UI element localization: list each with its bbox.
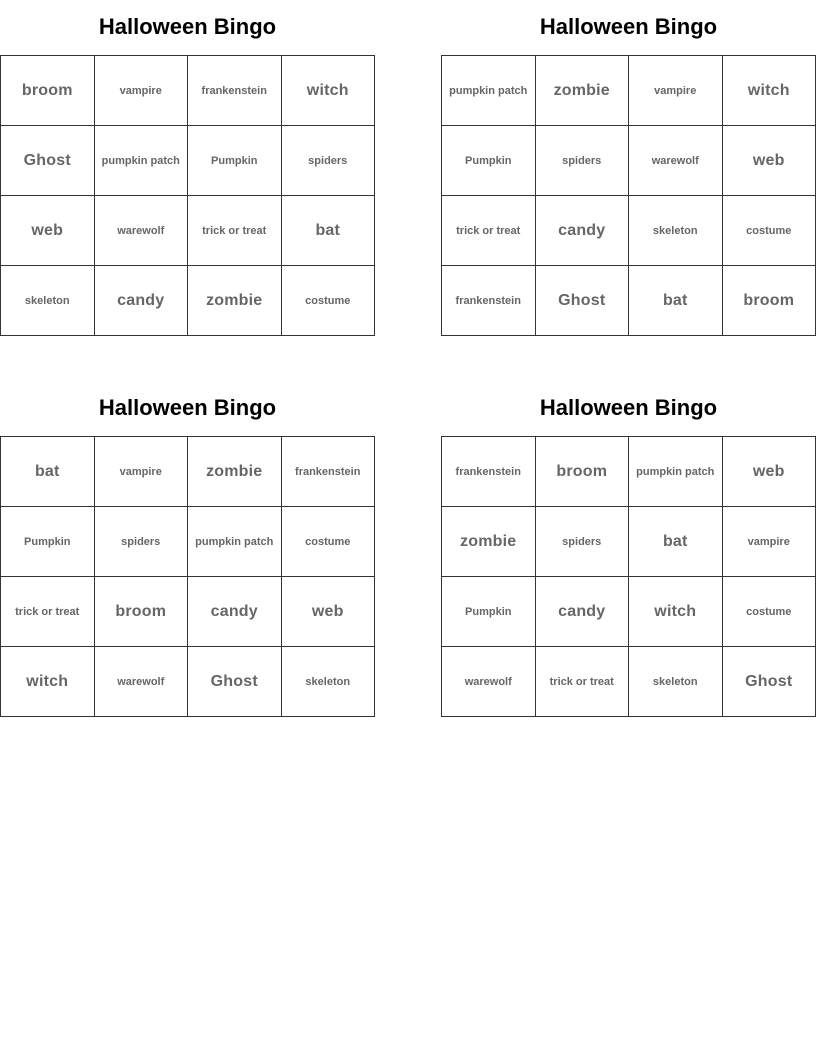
bingo-cell: web: [723, 126, 816, 196]
bingo-cell: skeleton: [282, 647, 376, 717]
bingo-cell: frankenstein: [282, 437, 376, 507]
bingo-cell: costume: [282, 266, 376, 336]
bingo-cell: witch: [1, 647, 95, 717]
card-title: Halloween Bingo: [98, 14, 277, 39]
card-title: Halloween Bingo: [539, 14, 718, 39]
bingo-cell: skeleton: [1, 266, 95, 336]
bingo-cell: costume: [723, 196, 816, 266]
bingo-cell: Pumpkin: [442, 577, 536, 647]
bingo-cell: trick or treat: [536, 647, 630, 717]
bingo-cell: frankenstein: [442, 437, 536, 507]
bingo-cell: zombie: [536, 56, 630, 126]
bingo-cell: vampire: [723, 507, 816, 577]
bingo-card: [0, 391, 375, 717]
bingo-cell: costume: [723, 577, 816, 647]
bingo-grid: [441, 436, 816, 717]
bingo-grid: [441, 55, 816, 336]
bingo-cell: vampire: [95, 56, 189, 126]
bingo-cell: zombie: [188, 266, 282, 336]
bingo-cell: vampire: [95, 437, 189, 507]
bingo-cell: bat: [282, 196, 376, 266]
bingo-cell: witch: [629, 577, 723, 647]
bingo-cell: trick or treat: [188, 196, 282, 266]
bingo-cell: broom: [95, 577, 189, 647]
bingo-cell: Ghost: [536, 266, 630, 336]
bingo-cell: witch: [282, 56, 376, 126]
bingo-cell: broom: [536, 437, 630, 507]
bingo-cell: candy: [536, 577, 630, 647]
bingo-cell: pumpkin patch: [442, 56, 536, 126]
bingo-cell: broom: [1, 56, 95, 126]
bingo-cell: candy: [95, 266, 189, 336]
bingo-cell: skeleton: [629, 196, 723, 266]
bingo-cell: costume: [282, 507, 376, 577]
bingo-card: [441, 10, 816, 336]
bingo-cell: frankenstein: [188, 56, 282, 126]
bingo-cell: witch: [723, 56, 816, 126]
bingo-cell: Pumpkin: [442, 126, 536, 196]
bingo-cell: candy: [536, 196, 630, 266]
bingo-cell: warewolf: [442, 647, 536, 717]
bingo-cell: pumpkin patch: [188, 507, 282, 577]
bingo-cell: pumpkin patch: [95, 126, 189, 196]
bingo-cell: bat: [629, 266, 723, 336]
card-title: Halloween Bingo: [539, 395, 718, 420]
bingo-cell: warewolf: [95, 196, 189, 266]
bingo-cell: vampire: [629, 56, 723, 126]
bingo-cell: zombie: [442, 507, 536, 577]
bingo-cell: spiders: [536, 126, 630, 196]
bingo-cell: warewolf: [95, 647, 189, 717]
bingo-cell: Ghost: [188, 647, 282, 717]
bingo-cell: candy: [188, 577, 282, 647]
bingo-cell: Pumpkin: [188, 126, 282, 196]
bingo-cell: web: [723, 437, 816, 507]
bingo-grid: [0, 55, 375, 336]
bingo-cell: spiders: [95, 507, 189, 577]
bingo-cell: Pumpkin: [1, 507, 95, 577]
bingo-cell: trick or treat: [1, 577, 95, 647]
bingo-card: [441, 391, 816, 717]
bingo-cell: Ghost: [723, 647, 816, 717]
bingo-cell: web: [282, 577, 376, 647]
bingo-cell: web: [1, 196, 95, 266]
bingo-grid: [0, 436, 375, 717]
bingo-cell: Ghost: [1, 126, 95, 196]
bingo-cell: skeleton: [629, 647, 723, 717]
bingo-cell: frankenstein: [442, 266, 536, 336]
bingo-cell: spiders: [282, 126, 376, 196]
bingo-cell: warewolf: [629, 126, 723, 196]
bingo-cell: spiders: [536, 507, 630, 577]
bingo-card: [0, 10, 375, 336]
bingo-cell: bat: [629, 507, 723, 577]
bingo-cell: trick or treat: [442, 196, 536, 266]
card-title: Halloween Bingo: [98, 395, 277, 420]
bingo-cell: pumpkin patch: [629, 437, 723, 507]
bingo-cell: bat: [1, 437, 95, 507]
bingo-cell: zombie: [188, 437, 282, 507]
bingo-cell: broom: [723, 266, 816, 336]
